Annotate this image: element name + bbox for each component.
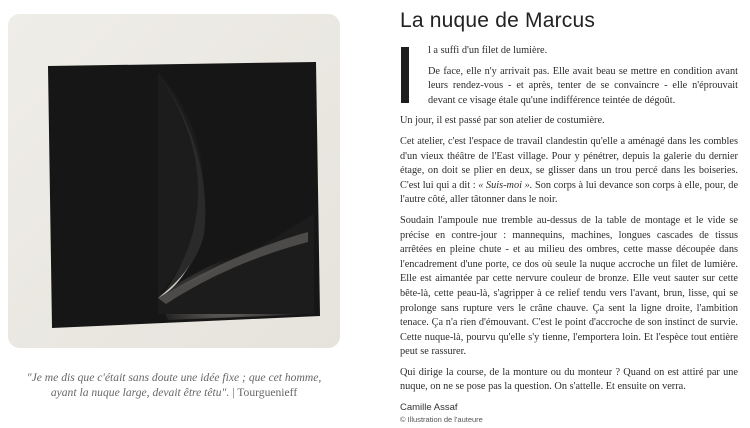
- dropcap-glyph: [401, 47, 409, 103]
- paragraph-2: Un jour, il est passé par son atelier de costumière.: [400, 115, 605, 127]
- paragraph-3: [400, 135, 738, 208]
- paragraph-5: Qui dirige la course, de la monture ou du monteur ? Quand on est attiré par une nuque, on ne se pose pas la question. On s'attelle. Et ensuite on verra.: [400, 366, 738, 393]
- dropcap-letter: [400, 44, 414, 104]
- paragraph-1: De face, elle n'y arrivait pas. Elle avait beau se mettre en condition avant leurs rendez-vous - et après, tenter de se convaincre - elle n'éprouvait devant ce visage étale qu'une indifférence teintée de dégoût.: [428, 65, 738, 106]
- caption-quote-line2: ayant la nuque large, devait être têtu".: [50, 386, 230, 399]
- caption-quote-line1: "Je me dis que c'était sans doute une idée fixe ; que cet homme,: [26, 371, 322, 384]
- paragraph-1-first-line: l a suffi d'un filet de lumière.: [428, 45, 548, 56]
- article: [400, 8, 738, 424]
- paragraph-3-part-b: Son corps à lui devance son corps à elle, pour, de l'autre côté, aller tâtonner dans le noir.: [400, 179, 739, 206]
- article-title: La nuque de Marcus: [400, 9, 596, 32]
- artwork-frame: [8, 14, 340, 348]
- caption-source: Tourguenieff: [237, 386, 298, 399]
- charcoal-drawing: [8, 14, 340, 348]
- artwork-caption: [8, 370, 340, 400]
- paragraph-4: Soudain l'ampoule nue tremble au-dessus de la table de montage et le vide se précise en contre-jour : mannequins, machines, longues cascades de tissus arrêtées en pleine chute - et au milieu des ombres, cette masse découpée dans l'encadrement d'une porte, ce dos où seule la nuque accroche un filet de lumière. Elle est aimantée par cette nervure couleur de bronze. Elle veut sauter sur cette bête-là, cette peau-là, s'agripper à ce relief tendu vers l'avant, brun, lisse, qui se prolonge sans rupture vers le crâne chauve. Ça sent la ligne droite, l'ambition tenace. Ça n'a rien d'émouvant. C'est le point d'accroche de son instinct de survie. Cette nuque-là, pourvu qu'elle s'y tienne, l'emportera loin. Et l'espèce tout entière peut se rassurer.: [400, 214, 738, 358]
- paragraph-3-quote: « Suis-moi ».: [478, 179, 533, 191]
- opening-paragraph: [400, 44, 738, 108]
- caption-separator: |: [229, 386, 238, 399]
- illustration-credit: © Illustration de l'auteure: [400, 415, 483, 425]
- author-name: Camille Assaf: [400, 402, 458, 414]
- paragraph-3-part-a: Cet atelier, c'est l'espace de travail clandestin qu'elle a aménagé dans les combles d'un vieux théâtre de l'East village. Pour y pénétrer, depuis la galerie du dernier étage, on doit se plier en deux, se glisser dans un trou percé dans les boiseries. C'est lui qui a dit :: [400, 135, 738, 191]
